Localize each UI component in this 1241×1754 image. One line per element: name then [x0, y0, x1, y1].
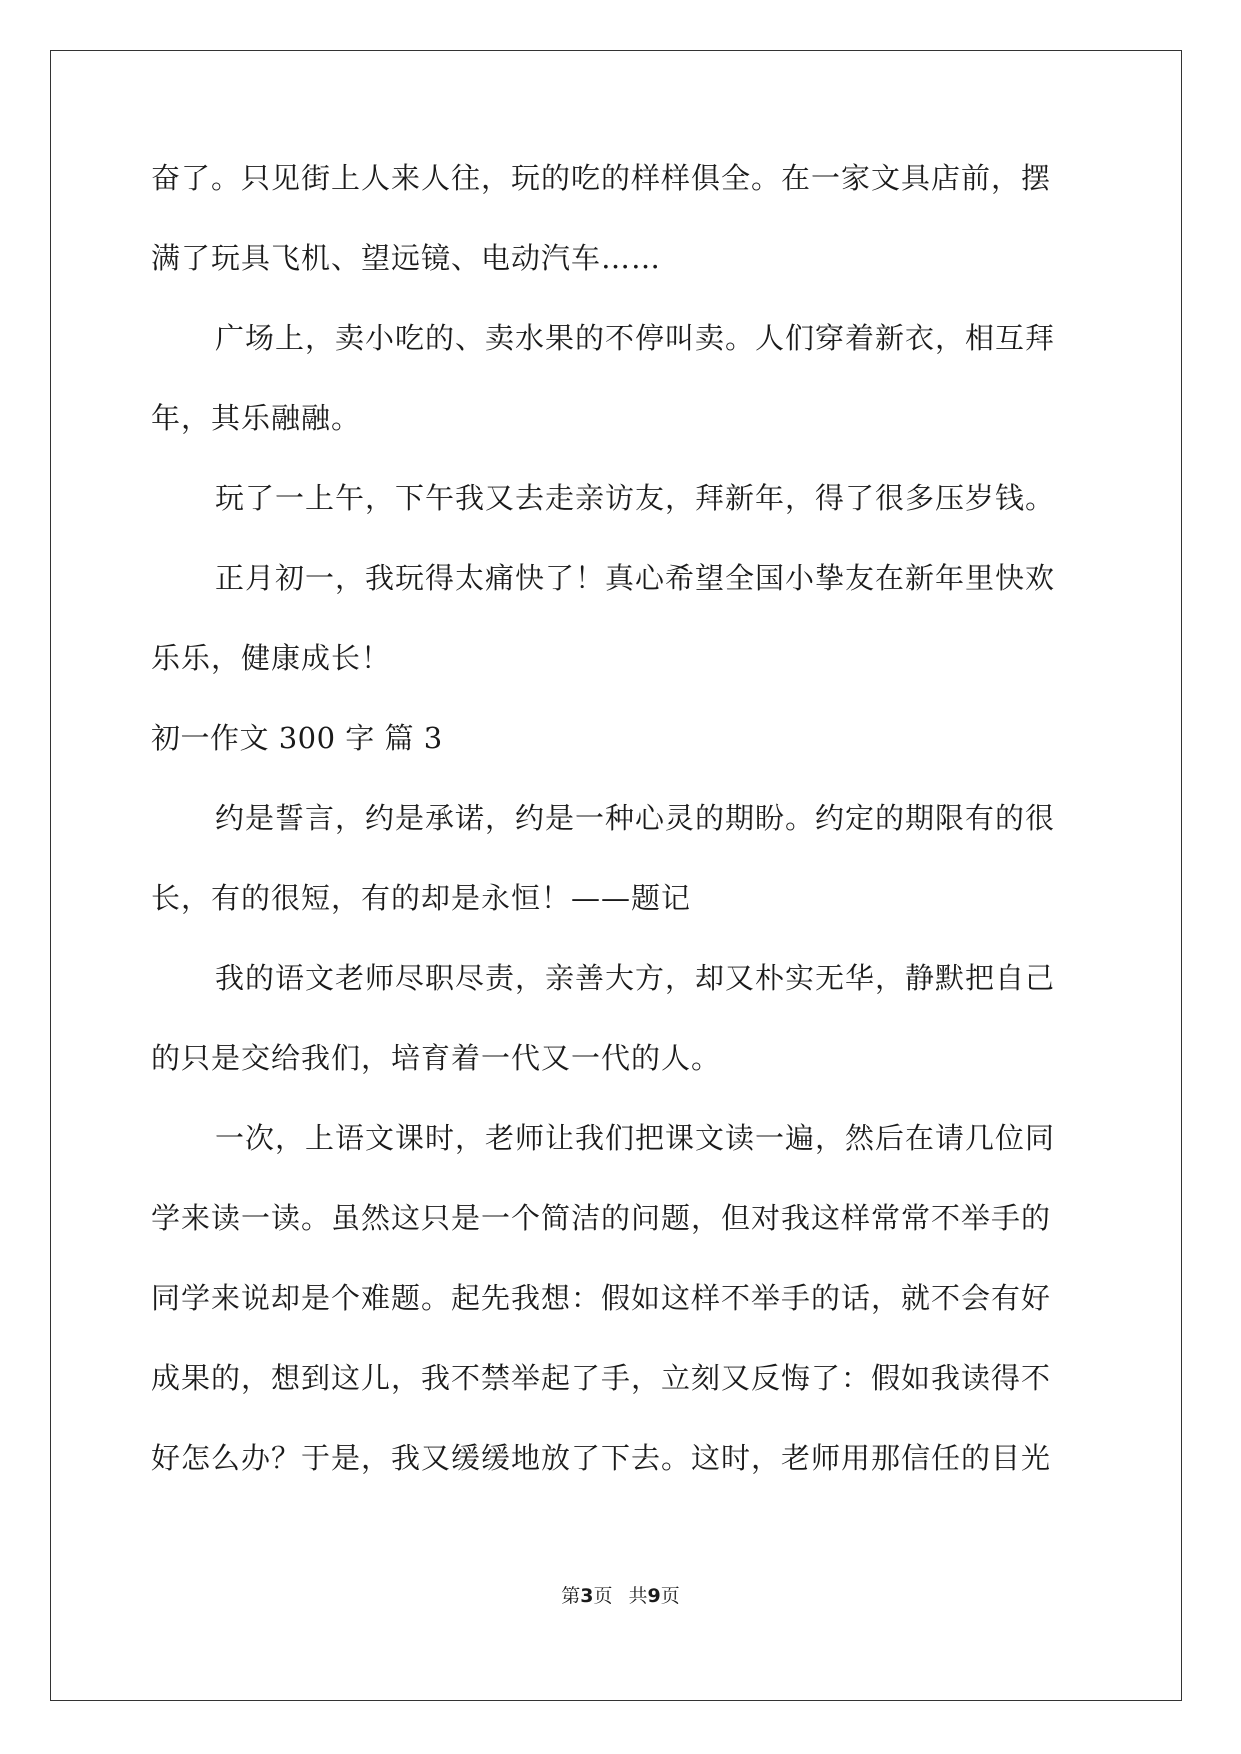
document-body	[151, 162, 1091, 1522]
page-prefix: 第	[561, 1585, 581, 1607]
total-suffix: 页	[660, 1585, 680, 1607]
text-line: 正月初一，我玩得太痛快了！真心希望全国小挚友在新年里快欢	[215, 562, 1056, 595]
text-line: 的只是交给我们，培育着一代又一代的人。	[151, 1042, 722, 1075]
text-line: 约是誓言，约是承诺，约是一种心灵的期盼。约定的期限有的很	[215, 802, 1056, 835]
text-line: 学来读一读。虽然这只是一个简洁的问题，但对我这样常常不举手的	[151, 1202, 1052, 1235]
text-line: 成果的，想到这儿，我不禁举起了手，立刻又反悔了：假如我读得不	[151, 1362, 1052, 1395]
text-line: 我的语文老师尽职尽责，亲善大方，却又朴实无华，静默把自己	[215, 962, 1056, 995]
text-line: 玩了一上午，下午我又去走亲访友，拜新年，得了很多压岁钱。	[215, 482, 1056, 515]
page-suffix: 页	[593, 1585, 613, 1607]
total-prefix: 共	[628, 1585, 648, 1607]
section-heading: 初一作文 300 字 篇 3	[151, 721, 443, 755]
text-line: 年，其乐融融。	[151, 402, 362, 435]
text-line: 奋了。只见街上人来人往，玩的吃的样样俱全。在一家文具店前，摆	[151, 162, 1052, 195]
text-line: 满了玩具飞机、望远镜、电动汽车……	[151, 242, 662, 275]
text-line: 好怎么办？于是，我又缓缓地放了下去。这时，老师用那信任的目光	[151, 1442, 1052, 1475]
text-line: 同学来说却是个难题。起先我想：假如这样不举手的话，就不会有好	[151, 1282, 1052, 1315]
total-page-count: 9	[647, 1585, 661, 1607]
text-line: 乐乐，健康成长！	[151, 642, 392, 675]
text-line: 一次，上语文课时，老师让我们把课文读一遍，然后在请几位同	[215, 1122, 1056, 1155]
text-line: 长，有的很短，有的却是永恒！——题记	[151, 882, 692, 915]
page-footer	[0, 1584, 1241, 1608]
text-line: 广场上，卖小吃的、卖水果的不停叫卖。人们穿着新衣，相互拜	[215, 322, 1056, 355]
current-page-number: 3	[580, 1585, 594, 1607]
